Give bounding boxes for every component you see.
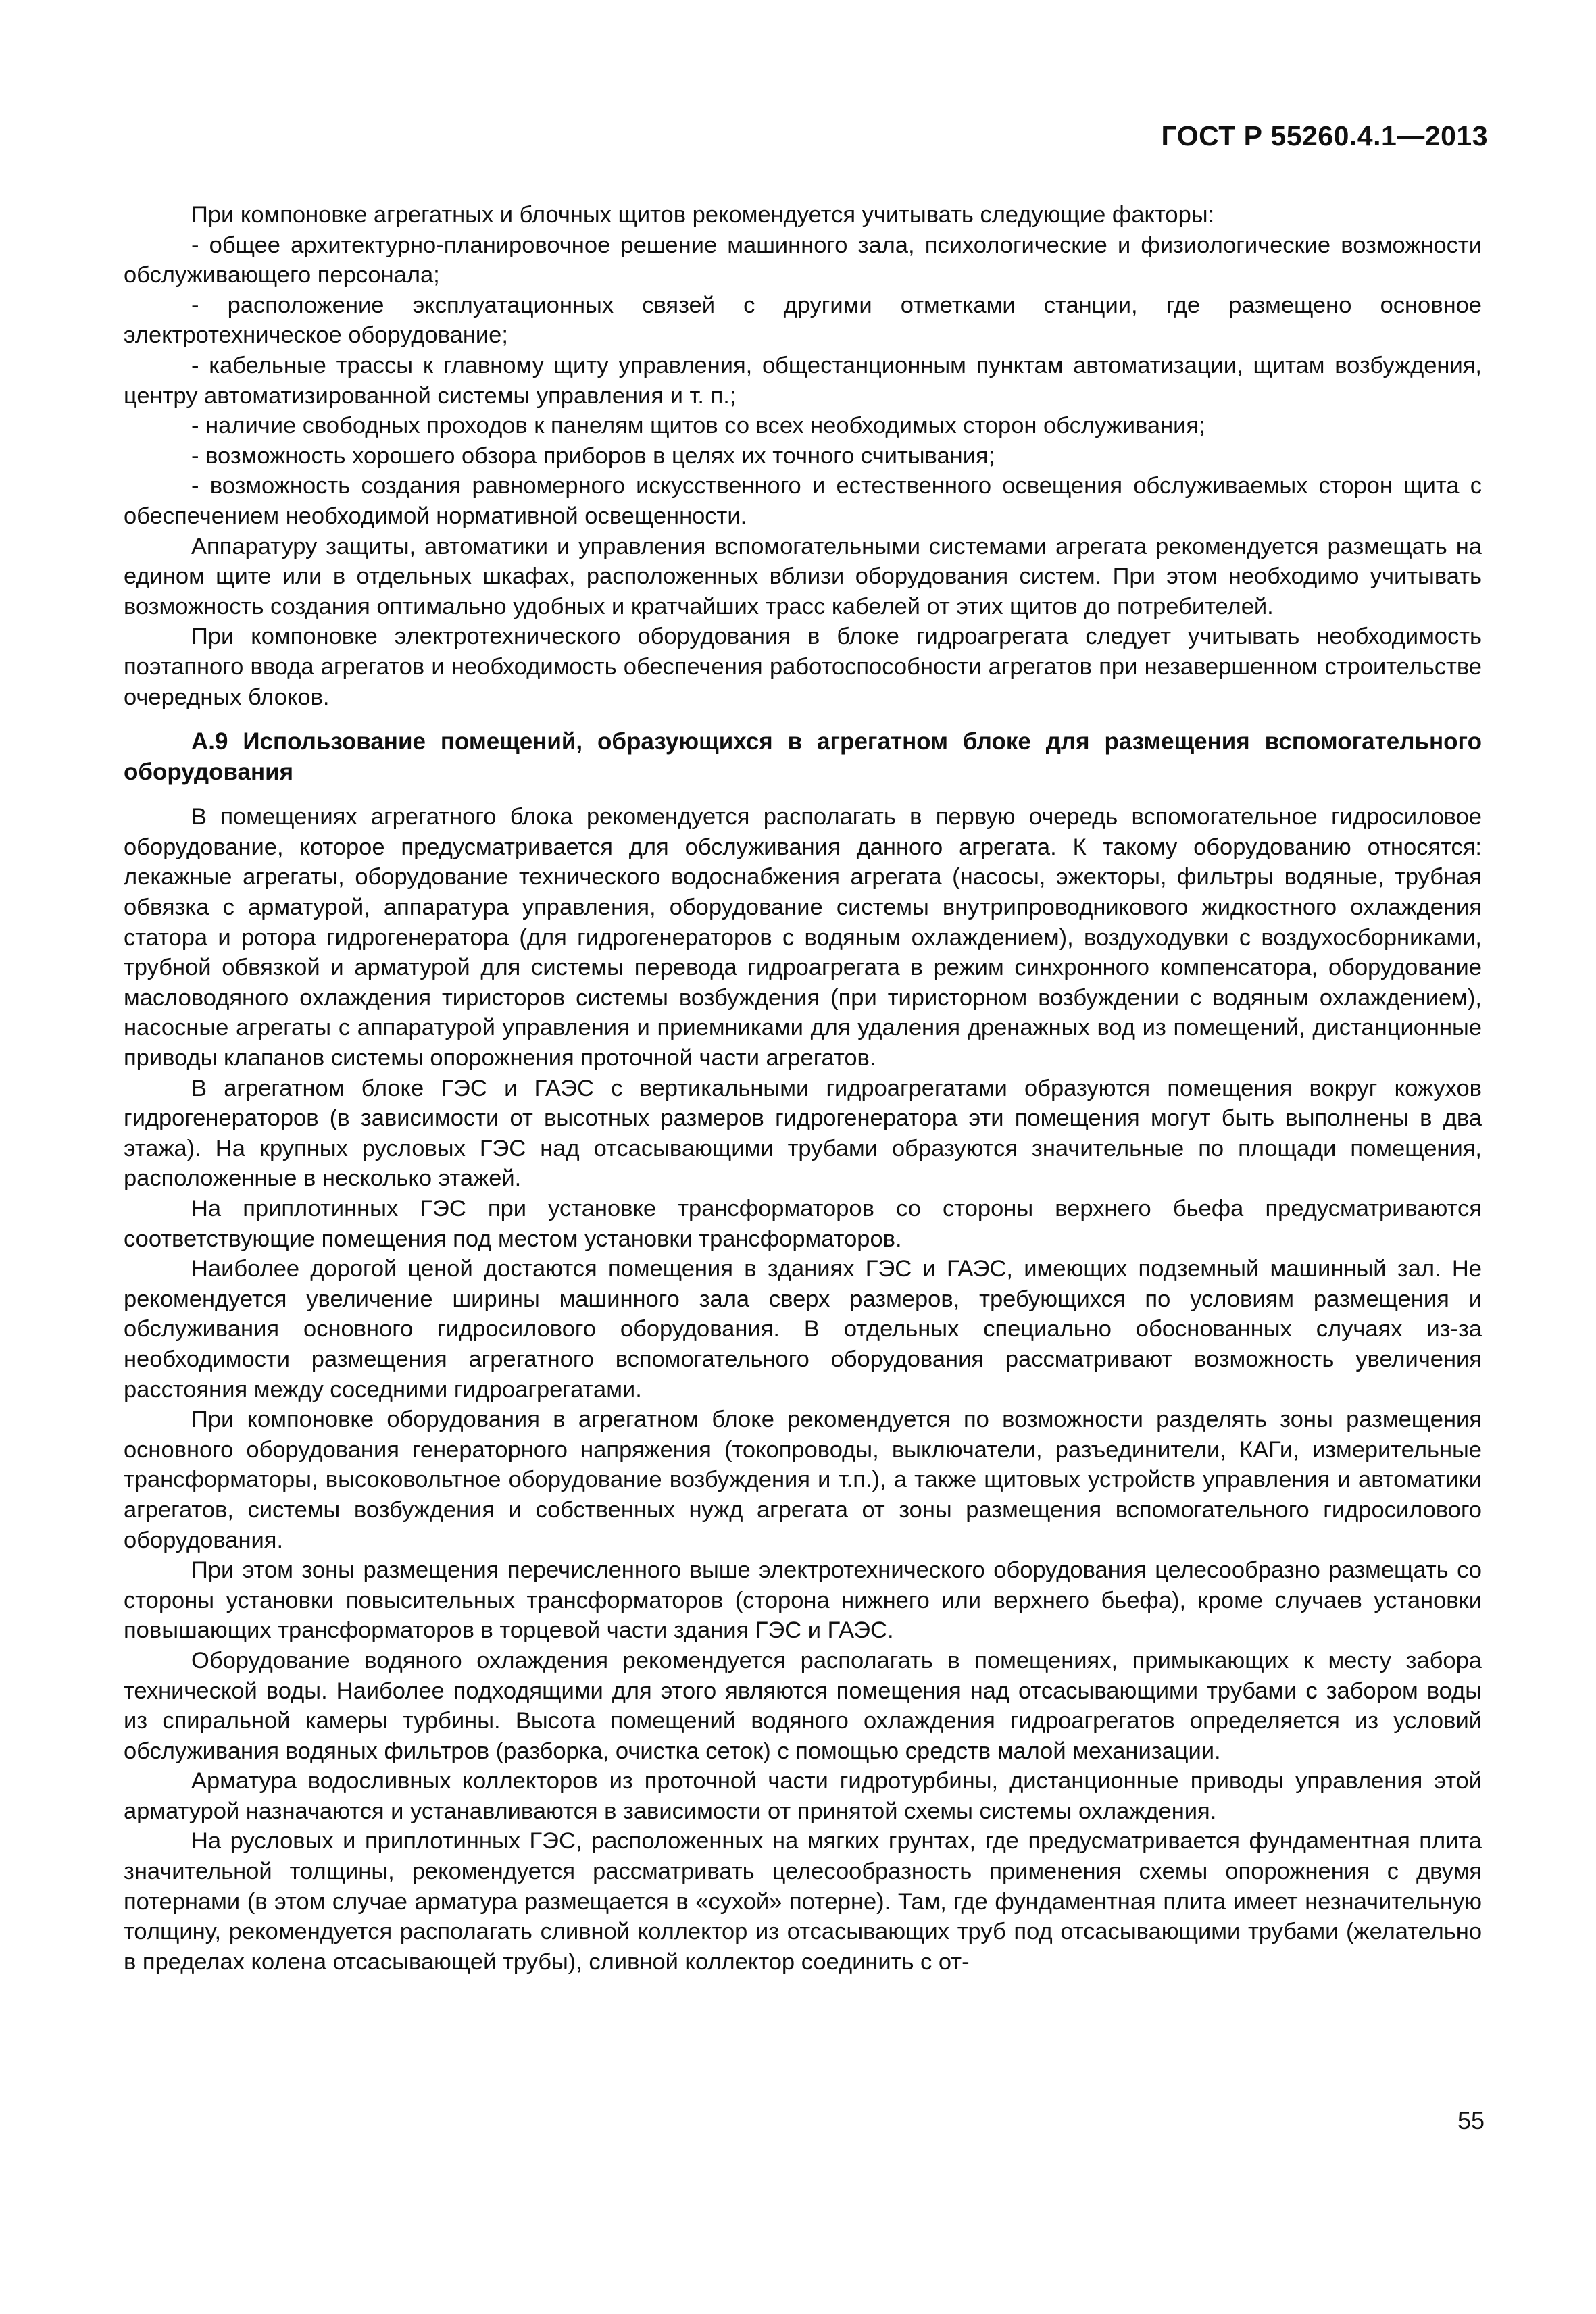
section-paragraph: При компоновке оборудования в агрегатном блоке рекомендуется по возможности разделять зоны размещения основного оборудования генераторного напряжения (токопроводы, выключатели, разъединители, КАГи, измерительные трансформаторы, высоковольтное оборудование возбуждения и т.п.), а также щитовых устройств управления и автоматики агрегатов, системы возбуждения и собственных нужд агрегата от зоны размещения вспомогательного гидросилового оборудования. [124,1407,1482,1553]
intro-item: - возможность создания равномерного искусственного и естественного освещения обслуживаемых сторон щита с обеспечением необходимой нормативной освещенности. [124,473,1482,529]
intro-lead: При компоновке агрегатных и блочных щитов рекомендуется учитывать следующие факторы: [191,202,1215,228]
section-paragraph: Арматура водосливных коллекторов из проточной части гидротурбины, дистанционные приводы управления этой арматурой назначаются и устанавливаются в зависимости от принятой схемы системы охлаждения. [124,1768,1482,1824]
intro-item: - возможность хорошего обзора приборов в целях их точного считывания; [191,443,995,469]
section-paragraph: Оборудование водяного охлаждения рекомендуется располагать в помещениях, примыкающих к месту забора технической воды. Наиболее подходящими для этого являются помещения над отсасывающими трубами с забором воды из спиральной камеры турбины. Высота помещений водяного охлаждения гидроагрегатов определяется из условий обслуживания водяных фильтров (разборка, очистка сеток) с помощью средств малой механизации. [124,1647,1482,1764]
section-paragraph: На приплотинных ГЭС при установке трансформаторов со стороны верхнего бьефа предусматриваются соответствующие помещения под местом установки трансформаторов. [124,1196,1482,1252]
intro-item: - кабельные трассы к главному щиту управления, общестанционным пунктам автоматизации, щитам возбуждения, центру автоматизированной системы управления и т. п.; [124,352,1482,409]
intro-item: - общее архитектурно-планировочное решение машинного зала, психологические и физиологические возможности обслуживающего персонала; [124,232,1482,288]
intro-item: - наличие свободных проходов к панелям щитов со всех необходимых сторон обслуживания; [191,413,1205,439]
section-paragraph: При этом зоны размещения перечисленного выше электротехнического оборудования целесообразно размещать со стороны установки повысительных трансформаторов (сторона нижнего или верхнего бьефа), кроме случаев установки повышающих трансформаторов в торцевой части здания ГЭС и ГАЭС. [124,1557,1482,1644]
section-paragraph: На русловых и приплотинных ГЭС, расположенных на мягких грунтах, где предусматривается фундаментная плита значительной толщины, рекомендуется рассматривать целесообразность применения схемы опорожнения с двумя потернами (в этом случае арматура размещается в «сухой» потерне). Там, где фундаментная плита имеет незначительную толщину, рекомендуется располагать сливной коллектор из отсасывающих труб под отсасывающими трубами (желательно в пределах колена отсасывающей трубы), сливной коллектор соединить с от- [124,1828,1482,1975]
page-number: 55 [1457,2107,1485,2134]
section-title: А.9 Использование помещений, образующихся в агрегатном блоке для размещения вспомогательного оборудования [124,728,1482,785]
section-paragraph: Наиболее дорогой ценой достаются помещения в зданиях ГЭС и ГАЭС, имеющих подземный машинный зал. Не рекомендуется увеличение ширины машинного зала сверх размеров, требующихся по условиям размещения и обслуживания основного гидросилового оборудования. В отдельных специально обоснованных случаях из-за необходимости размещения агрегатного вспомогательного оборудования рассматривают возможность увеличения расстояния между соседними гидроагрегатами. [124,1256,1482,1403]
intro-item: - расположение эксплуатационных связей с другими отметками станции, где размещено основное электротехническое оборудование; [124,292,1482,349]
section-paragraph: В помещениях агрегатного блока рекомендуется располагать в первую очередь вспомогательное гидросиловое оборудование, которое предусматривается для обслуживания данного агрегата. К такому оборудованию относятся: лекажные агрегаты, оборудование технического водоснабжения агрегата (насосы, эжекторы, фильтры водяные, трубная обвязка с арматурой, аппаратура управления, оборудование системы внутрипроводникового жидкостного охлаждения статора и ротора гидрогенератора (для гидрогенераторов с водяным охлаждением), воздуходувки с воздухосборниками, трубной обвязкой и арматурой для системы перевода гидроагрегата в режим синхронного компенсатора, оборудование масловодяного охлаждения тиристоров системы возбуждения (при тиристорном возбуждении с водяным охлаждением), насосные агрегаты с аппаратурой управления и приемниками для удаления дренажных вод из помещений, дистанционные приводы клапанов системы опорожнения проточной части агрегатов. [124,804,1482,1072]
paragraph-layout: При компоновке электротехнического оборудования в блоке гидроагрегата следует учитывать необходимость поэтапного ввода агрегатов и необходимость обеспечения работоспособности агрегатов при незавершенном строительстве очередных блоков. [124,624,1482,710]
section-paragraph: В агрегатном блоке ГЭС и ГАЭС с вертикальными гидроагрегатами образуются помещения вокруг кожухов гидрогенераторов (в зависимости от высотных размеров гидрогенератора эти помещения могут быть выполнены в два этажа). На крупных русловых ГЭС над отсасывающими трубами образуются значительные по площади помещения, расположенные в несколько этажей. [124,1075,1482,1192]
paragraph-apparatus: Аппаратуру защиты, автоматики и управления вспомогательными системами агрегата рекомендуется размещать на едином щите или в отдельных шкафах, расположенных вблизи оборудования систем. При этом необходимо учитывать возможность создания оптимально удобных и кратчайших трасс кабелей от этих щитов до потребителей. [124,533,1482,620]
document-header: ГОСТ Р 55260.4.1—2013 [1161,120,1488,151]
document-body [124,200,1482,1977]
